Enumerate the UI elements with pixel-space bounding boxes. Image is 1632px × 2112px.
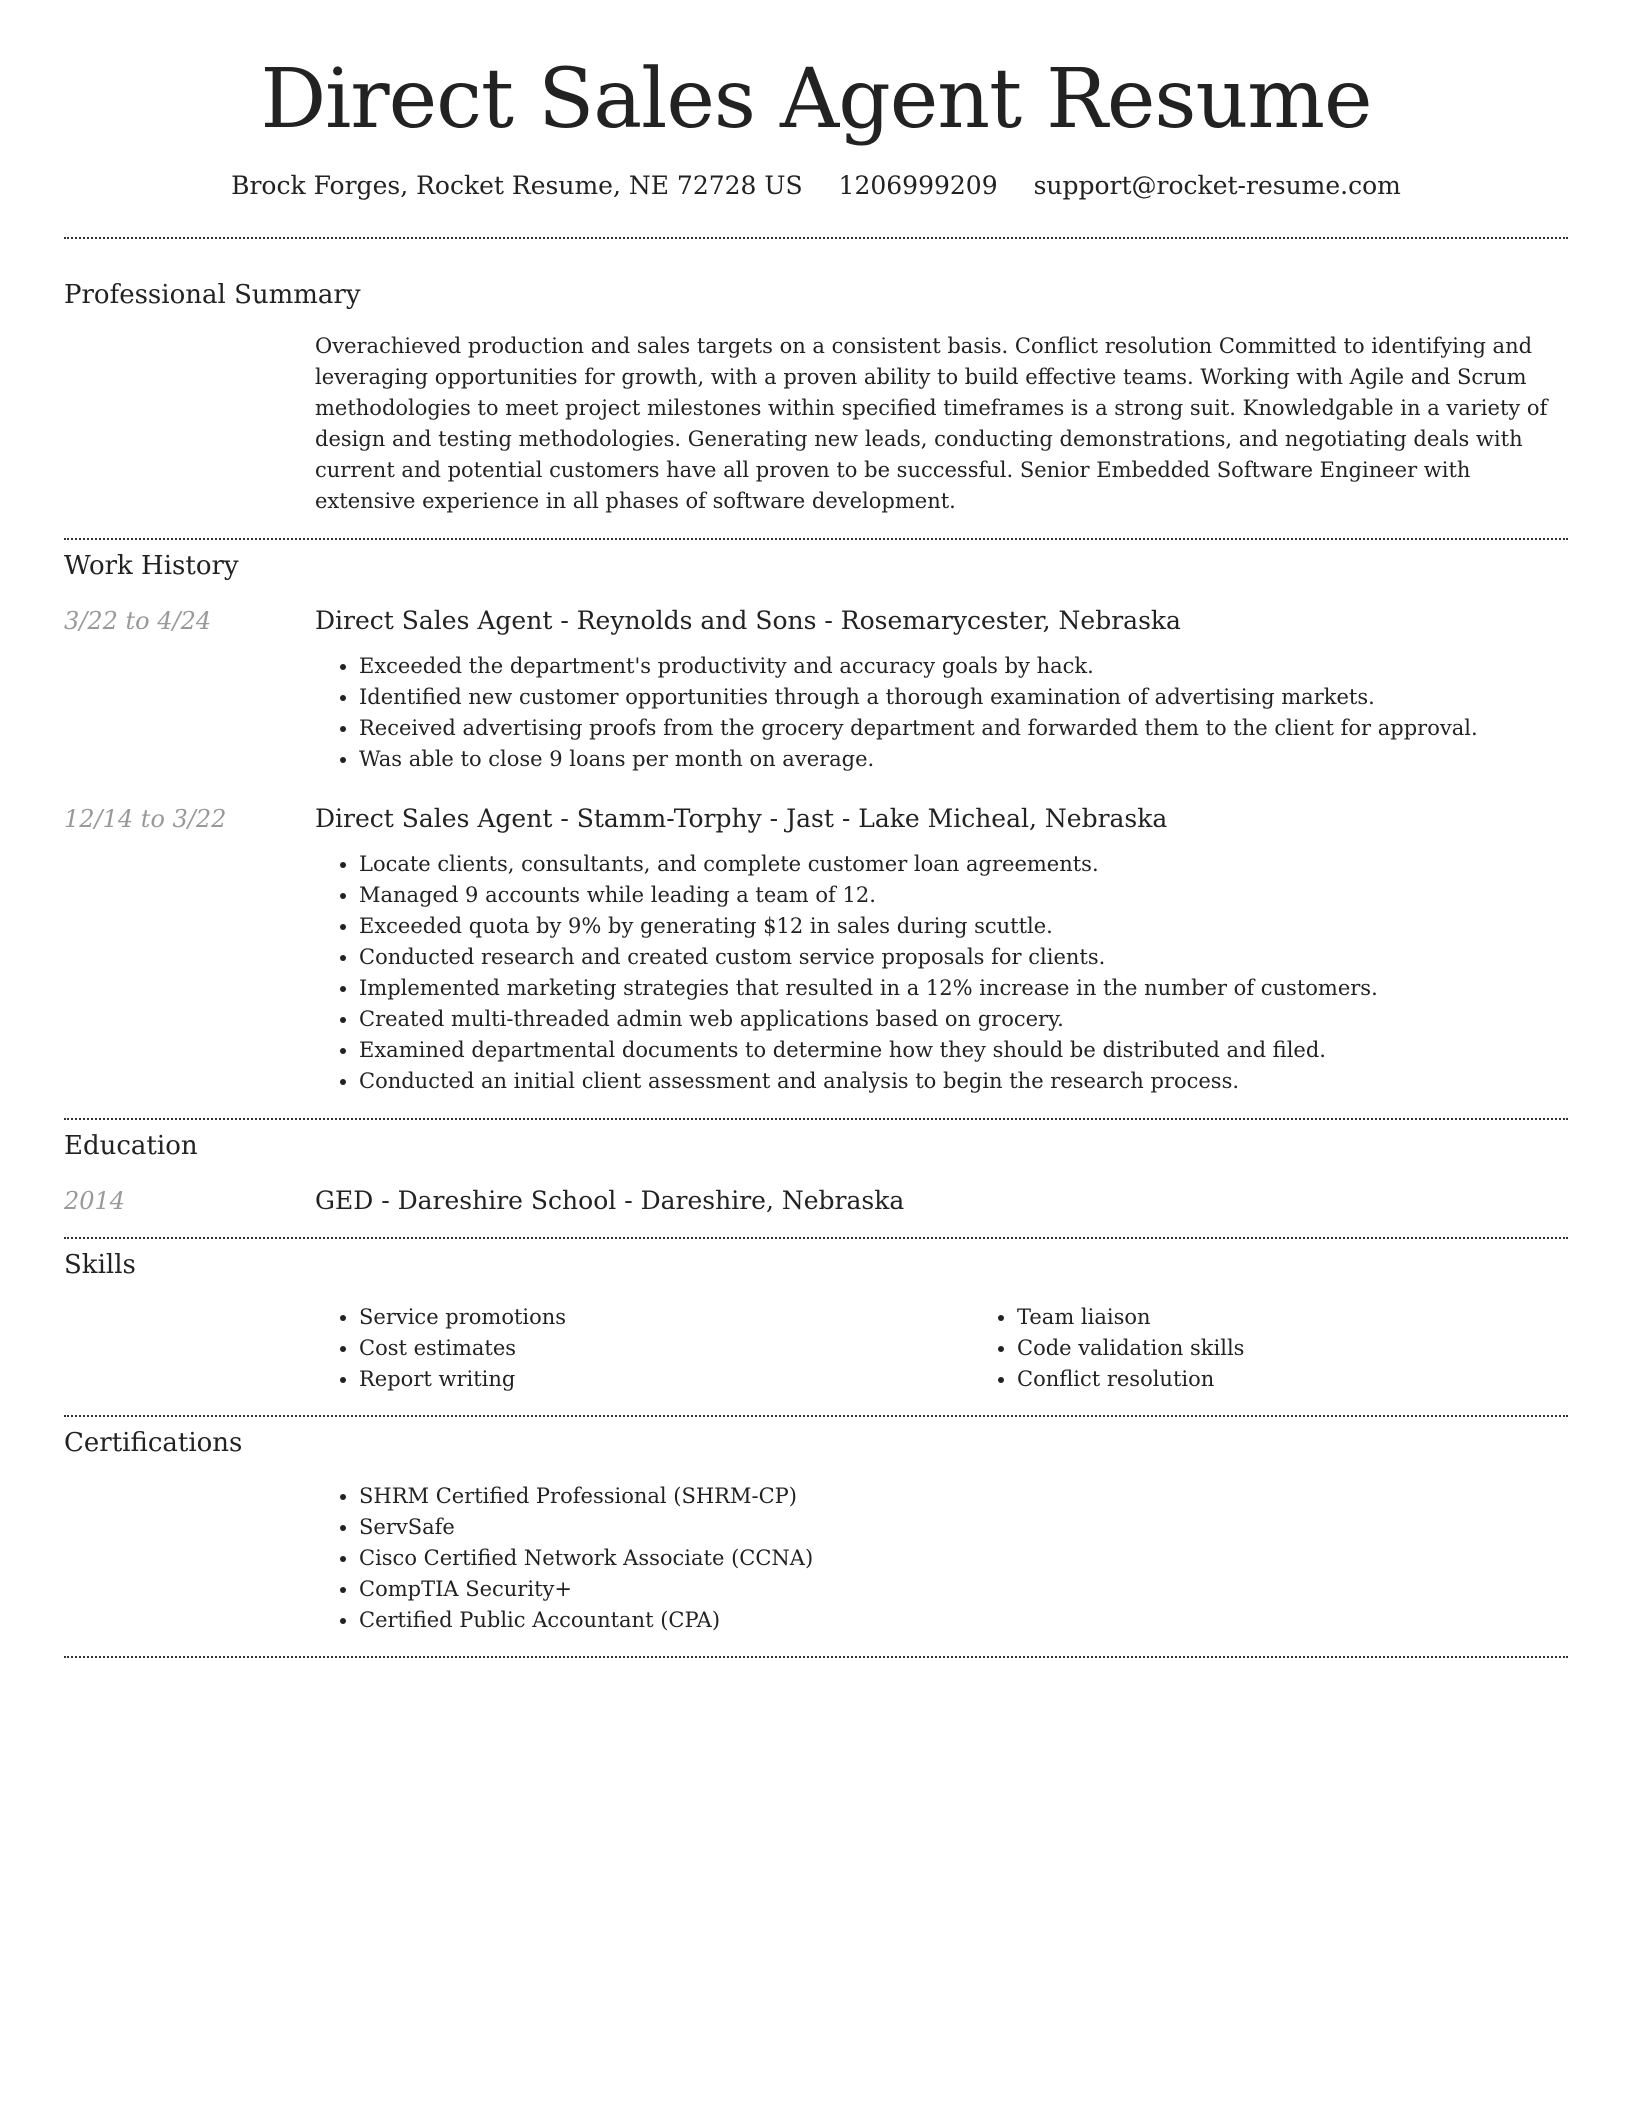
list-item: • Was able to close 9 loans per month on average. <box>359 744 1568 775</box>
job-dates: 3/22 to 4/24 <box>64 607 212 635</box>
list-item: • Conducted research and created custom service proposals for clients. <box>359 942 1568 973</box>
job-title: Direct Sales Agent - Reynolds and Sons - Rosemarycester, Nebraska <box>315 606 1181 635</box>
list-item: • Locate clients, consultants, and complete customer loan agreements. <box>359 849 1568 880</box>
summary-row <box>64 331 1568 517</box>
list-item: • Certified Public Accountant (CPA) <box>359 1605 1568 1636</box>
education-title: GED - Dareshire School - Dareshire, Nebraska <box>315 1186 905 1215</box>
job-dates: 12/14 to 3/22 <box>64 805 227 833</box>
resume-page <box>64 0 1568 1658</box>
list-item: • Exceeded quota by 9% by generating $12 in sales during scuttle. <box>359 911 1568 942</box>
summary-text: Overachieved production and sales targets on a consistent basis. Conflict resolution Committed to identifying and leveraging opportunities for growth, with a proven ability to build effective teams. Working with Agile and Scrum methodologies to meet project milestones within specified timeframes is a strong suit. Knowledgable in a variety of design and testing methodologies. Generating new leads, conducting demonstrations, and negotiating deals with current and potential customers have all proven to be successful. Senior Embedded Software Engineer with extensive experience in all phases of software development. <box>315 334 1548 513</box>
list-item: • Implemented marketing strategies that resulted in a 12% increase in the number of customers. <box>359 973 1568 1004</box>
contact-phone: 1206999209 <box>838 171 998 200</box>
job-entry <box>64 803 1568 1097</box>
list-item: • Created multi-threaded admin web applications based on grocery. <box>359 1004 1568 1035</box>
list-item: • Identified new customer opportunities through a thorough examination of advertising markets. <box>359 682 1568 713</box>
divider <box>64 538 1568 540</box>
list-item: • Managed 9 accounts while leading a team of 12. <box>359 880 1568 911</box>
list-item: • Team liaison <box>1017 1302 1631 1333</box>
list-item: • Cost estimates <box>359 1333 973 1364</box>
contact-line <box>64 170 1568 202</box>
job-bullets <box>315 651 1568 775</box>
divider <box>64 237 1568 239</box>
list-item: • Examined departmental documents to determine how they should be distributed and filed. <box>359 1035 1568 1066</box>
summary-heading: Professional Summary <box>64 280 361 310</box>
skills-heading: Skills <box>64 1250 136 1280</box>
skills-row <box>64 1302 1568 1395</box>
list-item: • Exceeded the department's productivity and accuracy goals by hack. <box>359 651 1568 682</box>
list-item: • CompTIA Security+ <box>359 1574 1568 1605</box>
divider <box>64 1237 1568 1239</box>
job-entry <box>64 605 1568 775</box>
job-title: Direct Sales Agent - Stamm-Torphy - Jast - Lake Micheal, Nebraska <box>315 804 1168 833</box>
job-bullets <box>315 849 1568 1097</box>
contact-address: Brock Forges, Rocket Resume, NE 72728 US <box>231 171 803 200</box>
skills-list-left <box>315 1302 973 1395</box>
list-item: • Received advertising proofs from the grocery department and forwarded them to the client for approval. <box>359 713 1568 744</box>
certifications-list <box>315 1481 1568 1636</box>
list-item: • Cisco Certified Network Associate (CCNA) <box>359 1543 1568 1574</box>
list-item: • Report writing <box>359 1364 973 1395</box>
education-heading: Education <box>64 1131 198 1161</box>
list-item: • ServSafe <box>359 1512 1568 1543</box>
list-item: • Conducted an initial client assessment and analysis to begin the research process. <box>359 1066 1568 1097</box>
divider <box>64 1656 1568 1658</box>
list-item: • Code validation skills <box>1017 1333 1631 1364</box>
contact-email: support@rocket-resume.com <box>1033 171 1401 200</box>
certifications-heading: Certifications <box>64 1428 243 1458</box>
education-entry <box>64 1185 1568 1217</box>
certifications-row <box>64 1481 1568 1636</box>
list-item: • SHRM Certified Professional (SHRM-CP) <box>359 1481 1568 1512</box>
skills-list-right <box>973 1302 1631 1395</box>
list-item: • Service promotions <box>359 1302 973 1333</box>
resume-title: Direct Sales Agent Resume <box>260 52 1372 147</box>
work-heading: Work History <box>64 551 239 581</box>
divider <box>64 1415 1568 1417</box>
list-item: • Conflict resolution <box>1017 1364 1631 1395</box>
education-year: 2014 <box>64 1187 126 1215</box>
divider <box>64 1118 1568 1120</box>
